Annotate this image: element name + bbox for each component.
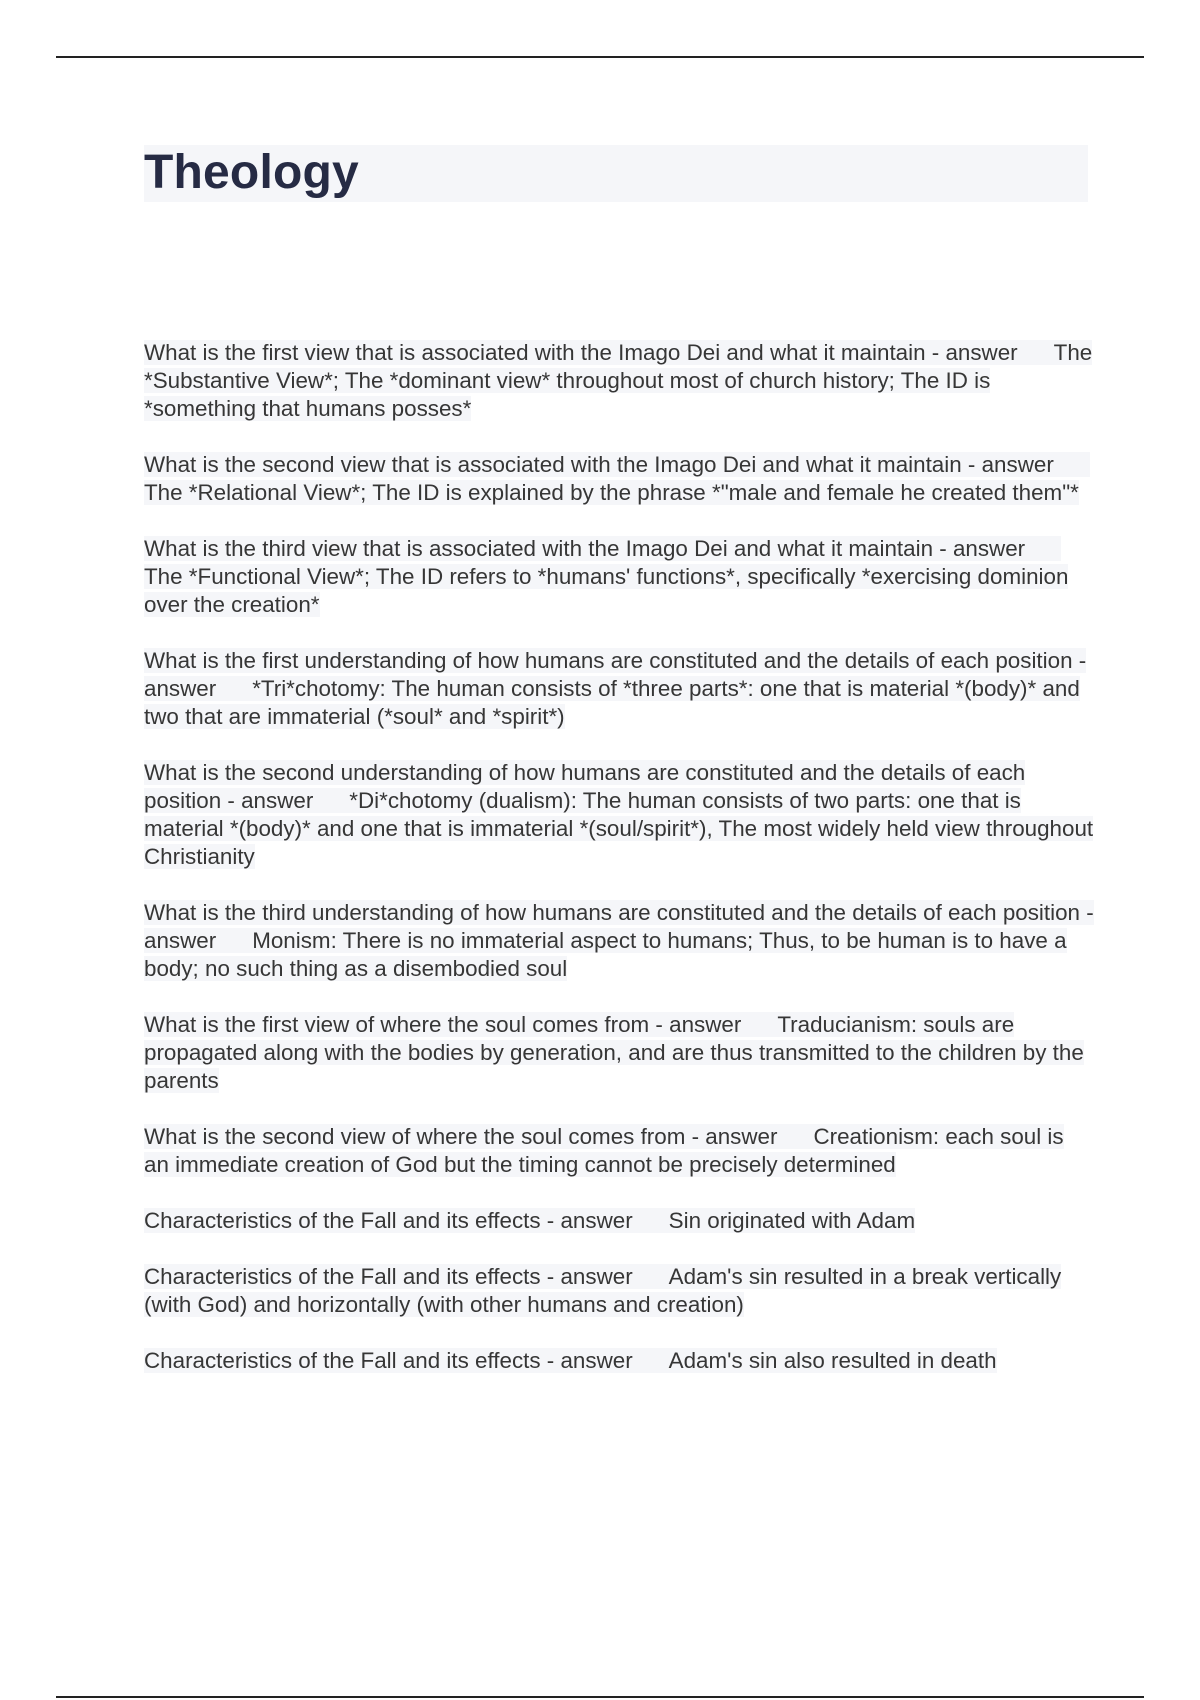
question-text: What is the first understanding of how humans are constituted and the details of each position - — [144, 648, 1087, 673]
answer-text: Sin originated with Adam — [668, 1208, 916, 1233]
answer-text: Traducianism: souls are propagated along with the bodies by generation, and are thus transmitted to the children by the parents — [144, 1012, 1084, 1093]
flashcard — [144, 1347, 1094, 1375]
flashcard-list — [144, 339, 1094, 1403]
top-rule — [56, 56, 1144, 58]
question-text: Characteristics of the Fall and its effects - — [144, 1208, 555, 1233]
answer-label: answer — [945, 340, 1018, 365]
flashcard — [144, 451, 1094, 507]
answer-text: The *Functional View*; The ID refers to *humans' functions*, specifically *exercising dominion over the creation* — [144, 564, 1069, 617]
flashcard — [144, 339, 1094, 423]
answer-text: Adam's sin also resulted in death — [668, 1348, 997, 1373]
title-banner — [144, 145, 1088, 202]
question-text: What is the first view of where the soul comes from - — [144, 1012, 663, 1037]
answer-label: answer — [981, 452, 1054, 477]
question-text: What is the second view that is associated with the Imago Dei and what it maintain - — [144, 452, 976, 477]
page-title: Theology — [144, 146, 359, 199]
answer-text: *Tri*chotomy: The human consists of *three parts*: one that is material *(body)* and two that are immaterial (*soul* and *spirit*) — [144, 676, 1080, 729]
answer-label: answer — [705, 1124, 778, 1149]
question-text: Characteristics of the Fall and its effects - — [144, 1348, 555, 1373]
answer-label: answer — [669, 1012, 742, 1037]
flashcard — [144, 535, 1094, 619]
question-text: Characteristics of the Fall and its effects - — [144, 1264, 555, 1289]
answer-text: Adam's sin resulted in a break vertically (with God) and horizontally (with other humans and creation) — [144, 1264, 1062, 1317]
flashcard — [144, 647, 1094, 731]
flashcard — [144, 759, 1094, 871]
answer-label: answer — [560, 1264, 633, 1289]
answer-label: answer — [560, 1348, 633, 1373]
bottom-rule — [56, 1696, 1144, 1698]
answer-text: Creationism: each soul is an immediate creation of God but the timing cannot be precisely determined — [144, 1124, 1064, 1177]
flashcard — [144, 1207, 1094, 1235]
answer-text: Monism: There is no immaterial aspect to humans; Thus, to be human is to have a body; no such thing as a disembodied soul — [144, 928, 1067, 981]
answer-label: answer — [144, 928, 217, 953]
flashcard — [144, 1011, 1094, 1095]
answer-text: The *Relational View*; The ID is explained by the phrase *"male and female he created them"* — [144, 480, 1079, 505]
flashcard — [144, 899, 1094, 983]
answer-text: The *Substantive View*; The *dominant view* throughout most of church history; The ID is *something that humans posses* — [144, 340, 1093, 421]
flashcard — [144, 1123, 1094, 1179]
question-text: What is the second understanding of how humans are constituted and the details of each position - — [144, 760, 1026, 813]
question-text: What is the third understanding of how humans are constituted and the details of each position - — [144, 900, 1094, 925]
answer-label: answer — [560, 1208, 633, 1233]
flashcard — [144, 1263, 1094, 1319]
answer-label: answer — [144, 676, 217, 701]
question-text: What is the second view of where the soul comes from - — [144, 1124, 700, 1149]
question-text: What is the first view that is associated with the Imago Dei and what it maintain - — [144, 340, 940, 365]
answer-text: *Di*chotomy (dualism): The human consists of two parts: one that is material *(body)* and one that is immaterial *(soul/spirit*), The most widely held view throughout Christianity — [144, 788, 1094, 869]
question-text: What is the third view that is associated with the Imago Dei and what it maintain - — [144, 536, 947, 561]
answer-label: answer — [952, 536, 1026, 561]
answer-label: answer — [241, 788, 314, 813]
